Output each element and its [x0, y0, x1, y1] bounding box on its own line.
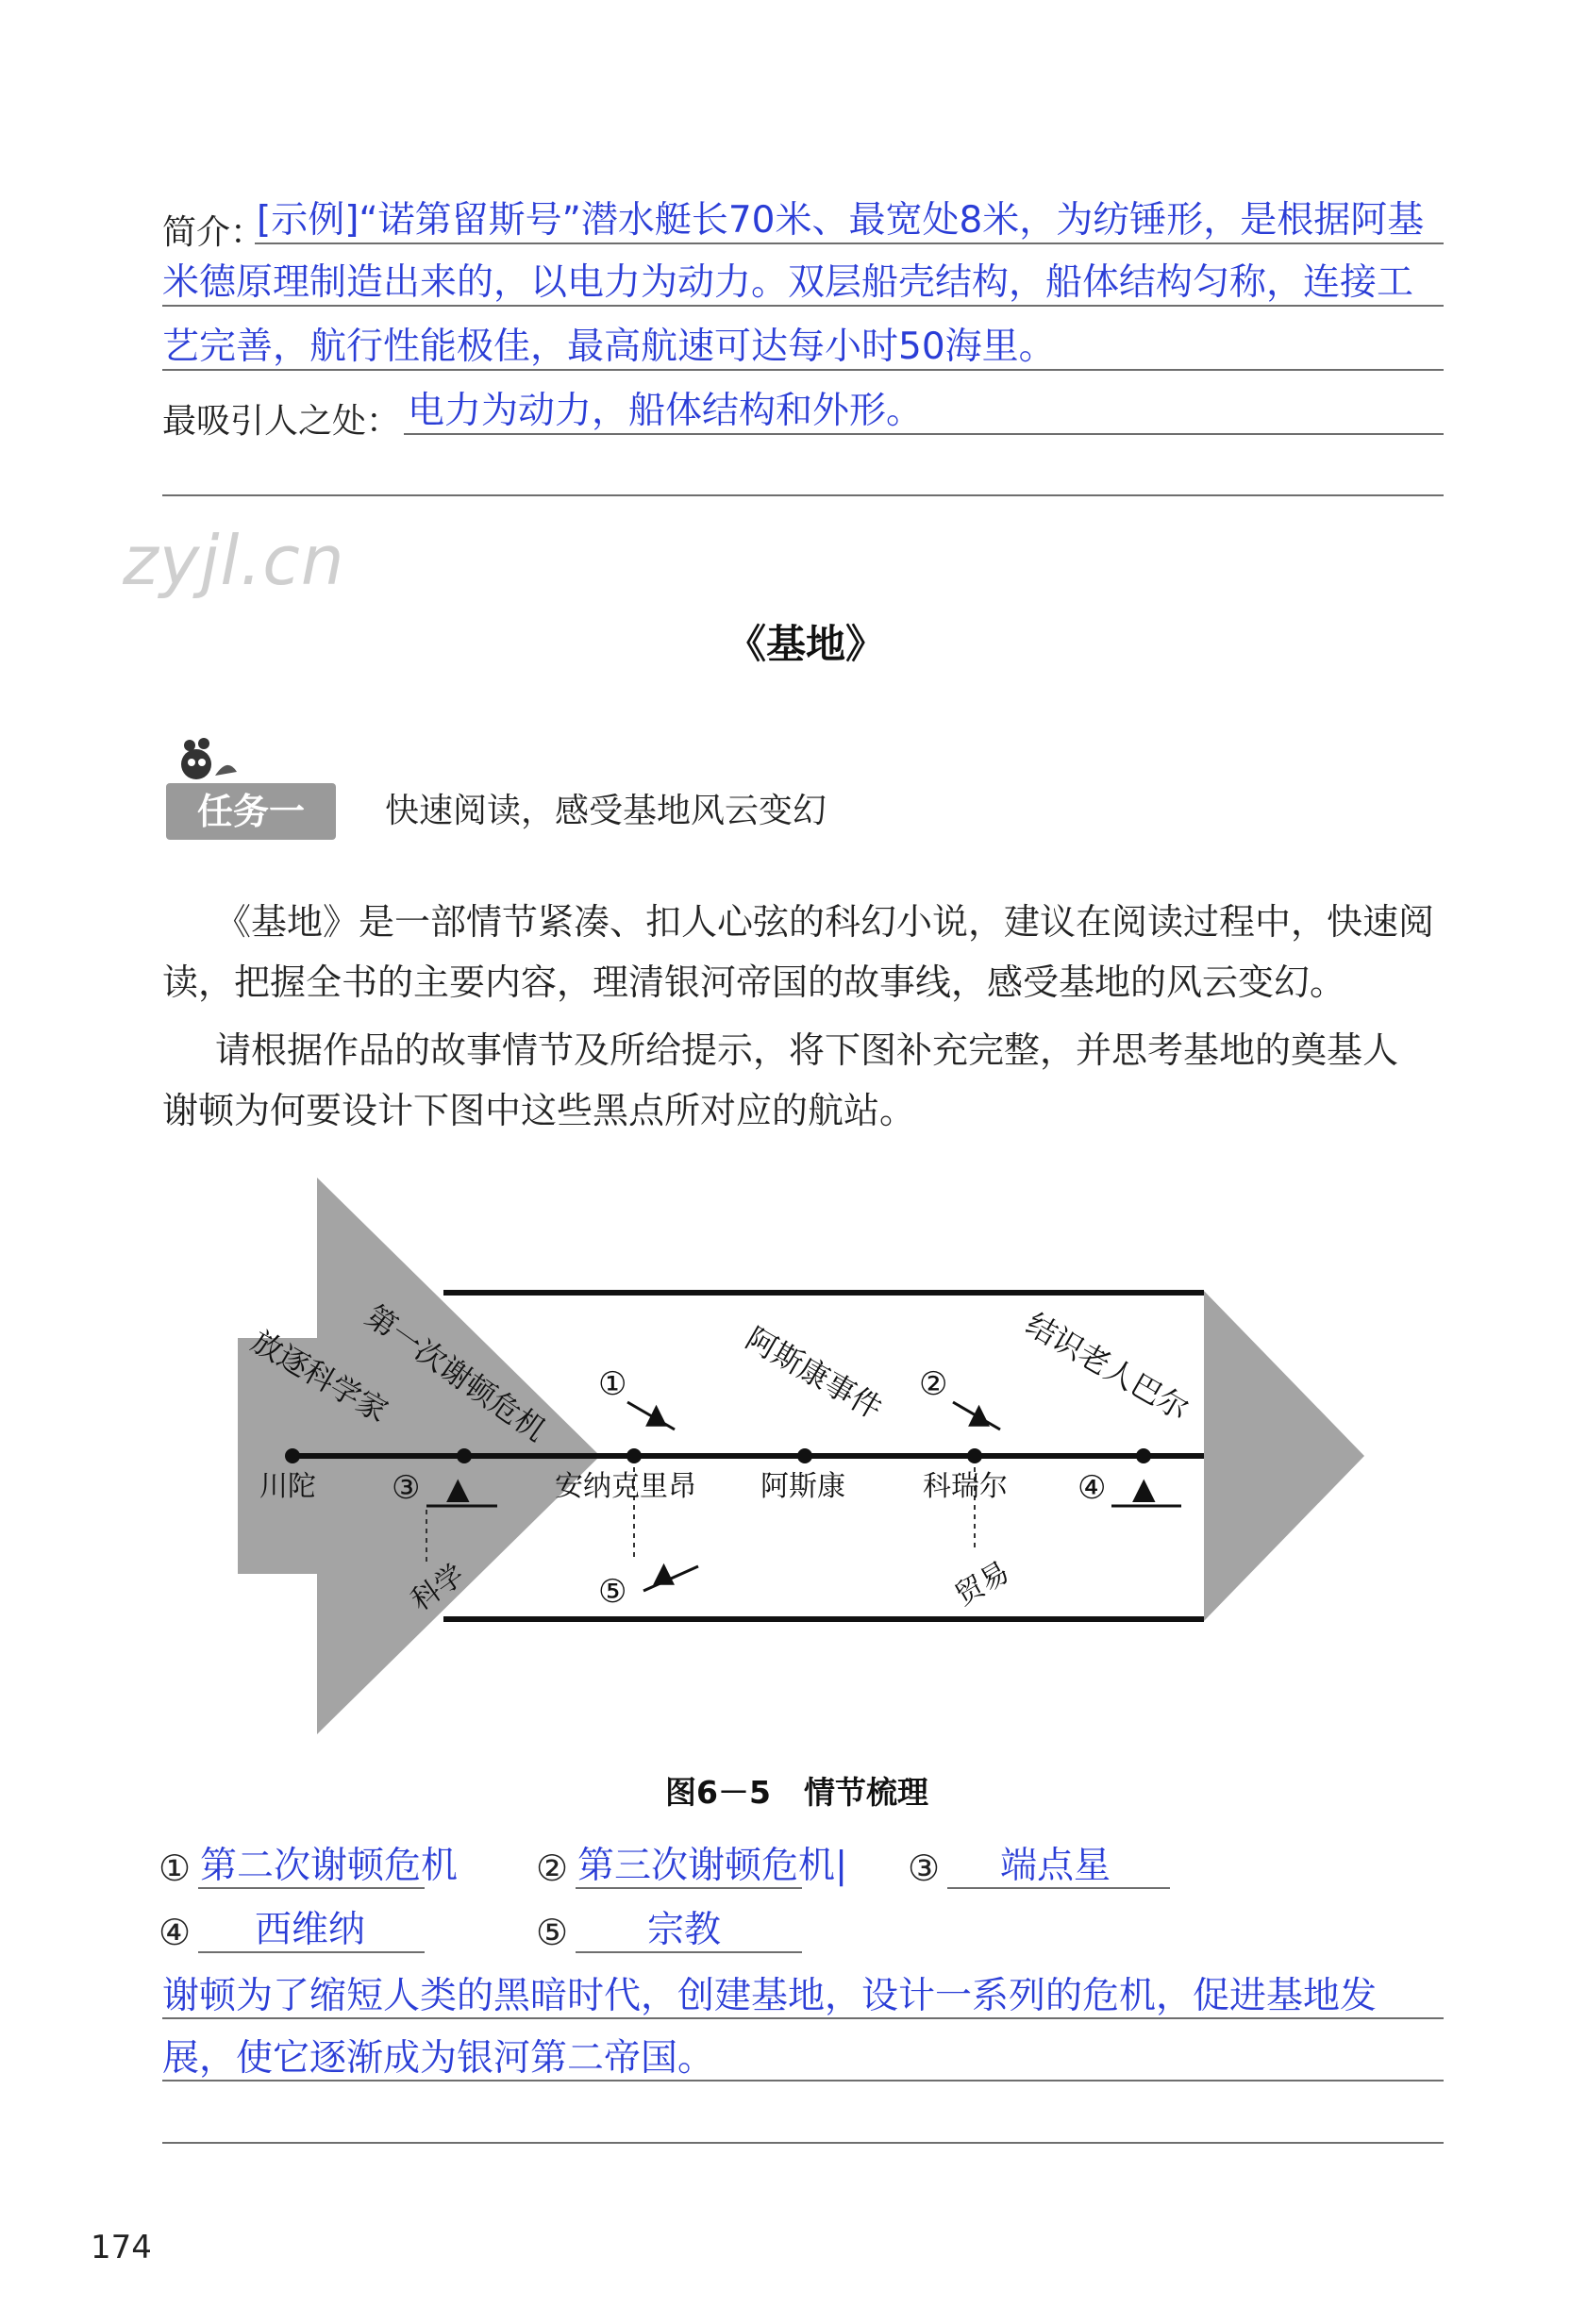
marker-triangle: ▲: [1132, 1470, 1156, 1506]
answer-text: 第三次谢顿危机|: [577, 1845, 848, 1887]
answer-text: 端点星: [1000, 1845, 1111, 1887]
marker-3: ③: [392, 1469, 421, 1507]
answer-number: ③: [908, 1847, 941, 1889]
hint-label: 科学: [405, 1558, 471, 1618]
answer-number: ②: [536, 1847, 569, 1889]
event-label: 放逐科学家: [245, 1323, 394, 1430]
event-label: 阿斯康事件: [740, 1320, 889, 1427]
figure-caption-number: 图6－5: [665, 1774, 771, 1811]
section-title: 《基地》: [727, 621, 886, 667]
timeline-dot: [967, 1448, 982, 1463]
answer-underline: [198, 1951, 425, 1953]
task-badge: 任务一: [166, 783, 336, 840]
answer-underline: [198, 1887, 425, 1889]
event-label: 结识老人巴尔: [1020, 1306, 1195, 1428]
marker-4: ④: [1077, 1469, 1107, 1507]
answer-underline: [576, 1951, 802, 1953]
timeline-dot: [1136, 1448, 1151, 1463]
task-title: 快速阅读，感受基地风云变幻: [385, 792, 827, 830]
answer-number: ⑤: [536, 1912, 569, 1953]
answer-underline: [162, 2080, 1444, 2082]
marker-triangle: ▲: [968, 1397, 991, 1430]
marker-triangle: ▲: [446, 1470, 470, 1506]
answer-text: 第二次谢顿危机: [200, 1845, 459, 1887]
answer-underline: [576, 1887, 802, 1889]
paragraph-line: 读，把握全书的主要内容，理清银河帝国的故事线，感受基地的风云变幻。: [162, 961, 1346, 1003]
marker-5: ⑤: [598, 1573, 627, 1611]
station-label: 阿斯康: [760, 1470, 845, 1503]
timeline-dot: [457, 1448, 472, 1463]
marker-2: ②: [919, 1365, 948, 1403]
answer-underline: [947, 1887, 1170, 1889]
timeline-dot: [626, 1448, 642, 1463]
figure-caption-text: 情节梳理: [804, 1774, 928, 1811]
conclusion-line-1: 谢顿为了缩短人类的黑暗时代，创建基地，设计一系列的危机，促进基地发: [162, 1975, 1378, 2017]
station-label: 科瑞尔: [923, 1470, 1008, 1503]
timeline-dot: [285, 1448, 300, 1463]
answer-number: ④: [159, 1912, 192, 1953]
paragraph-line: 谢顿为何要设计下图中这些黑点所对应的航站。: [162, 1090, 916, 1131]
attraction-label: 最吸引人之处：: [162, 402, 401, 441]
timeline-dot: [797, 1448, 812, 1463]
page-number: 174: [91, 2229, 152, 2266]
marker-1: ①: [598, 1365, 627, 1403]
marker-triangle: ▲: [645, 1397, 668, 1430]
station-label: 安纳克里昂: [555, 1470, 696, 1503]
intro-label: 简介：: [162, 213, 265, 252]
conclusion-line-2: 展，使它逐渐成为银河第二帝国。: [162, 2037, 715, 2080]
intro-answer-line-2: 米德原理制造出来的，以电力为动力。双层船壳结构，船体结构匀称，连接工: [162, 261, 1414, 304]
answer-underline: [162, 2142, 1444, 2144]
answer-underline: [162, 2017, 1444, 2019]
diagram-arrow-head: [1204, 1291, 1364, 1621]
attraction-answer: 电力为动力，船体结构和外形。: [408, 390, 924, 432]
answer-text: 西维纳: [255, 1909, 366, 1951]
answer-text: 宗教: [647, 1909, 722, 1951]
marker-triangle: ▲: [653, 1556, 676, 1589]
paragraph-line: 《基地》是一部情节紧凑、扣人心弦的科幻小说，建议在阅读过程中，快速阅: [215, 901, 1435, 943]
hint-label: 贸易: [949, 1555, 1015, 1613]
watermark: zyjl.cn: [123, 521, 345, 600]
answer-number: ①: [159, 1847, 192, 1889]
intro-answer-line-3: 艺完善，航行性能极佳，最高航速可达每小时50海里。: [162, 326, 1056, 368]
station-label: 川陀: [259, 1470, 316, 1503]
paragraph-line: 请根据作品的故事情节及所给提示，将下图补充完整，并思考基地的奠基人: [215, 1029, 1399, 1071]
event-label: 第一次谢顿危机: [359, 1297, 553, 1449]
intro-answer-line-1: [示例]“诺第留斯号”潜水艇长70米、最宽处8米，为纺锤形，是根据阿基: [257, 199, 1425, 242]
